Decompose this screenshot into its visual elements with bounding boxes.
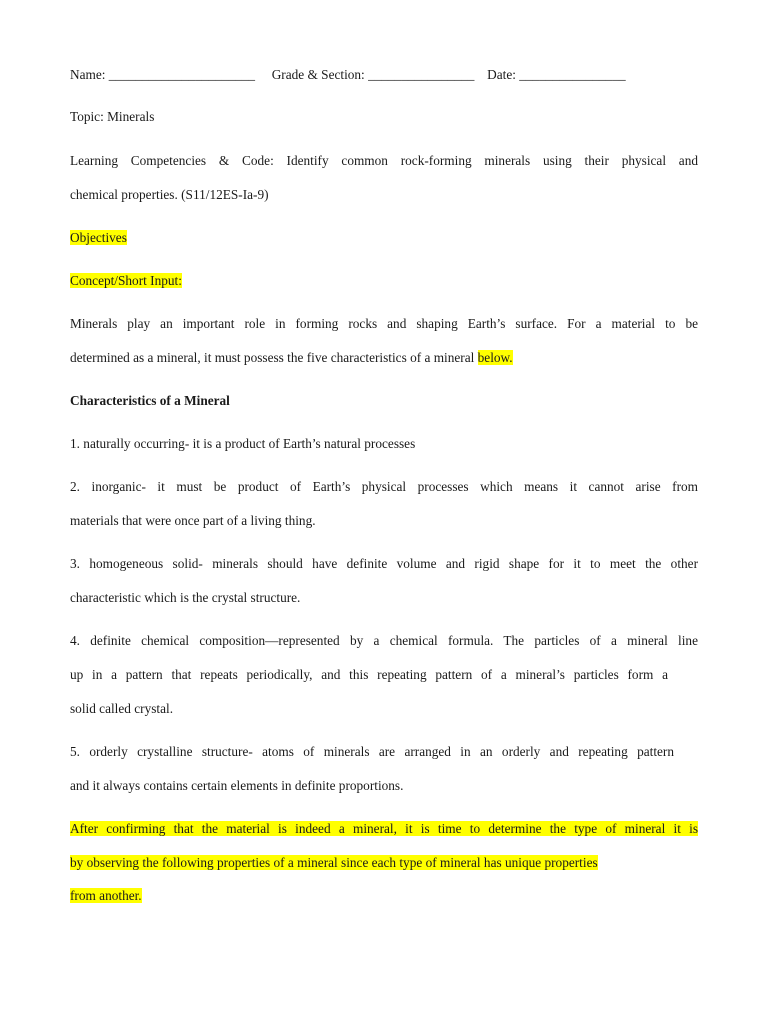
closing-line-3-text: from another. <box>70 888 142 903</box>
concept-heading <box>70 273 182 289</box>
characteristic-5-line-2: and it always contains certain elements in definite proportions. <box>70 778 404 793</box>
objectives-heading-text: Objectives <box>70 230 127 245</box>
characteristic-5-line-1: 5. orderly crystalline structure- atoms of minerals are arranged in an orderly and repeating pattern <box>70 744 674 759</box>
closing-line-1 <box>70 821 698 837</box>
characteristic-4-line-3: solid called crystal. <box>70 701 174 716</box>
name-field[interactable]: Name: ______________________ <box>70 67 256 82</box>
competency-line-1: Learning Competencies & Code: Identify common rock-forming minerals using their physical and <box>70 153 698 168</box>
characteristic-4-line-1: 4. definite chemical composition—represented by a chemical formula. The particles of a mineral line <box>70 633 698 648</box>
objectives-heading <box>70 230 127 246</box>
closing-line-2 <box>70 855 598 871</box>
intro-line-2-text: determined as a mineral, it must possess the five characteristics of a mineral <box>70 350 475 365</box>
competency-line-2: chemical properties. (S11/12ES-Ia-9) <box>70 187 269 202</box>
grade-section-field[interactable]: Grade & Section: ________________ <box>271 67 475 82</box>
topic: Topic: Minerals <box>70 109 155 124</box>
characteristic-2-line-2: materials that were once part of a living thing. <box>70 513 316 528</box>
closing-line-2-text: by observing the following properties of a mineral since each type of mineral has unique properties <box>70 855 598 870</box>
closing-line-1-text: After confirming that the material is indeed a mineral, it is time to determine the type of mineral it is <box>70 821 698 836</box>
concept-heading-text: Concept/Short Input: <box>70 273 182 288</box>
intro-highlight-below: below. <box>477 350 513 365</box>
closing-line-3 <box>70 888 142 904</box>
characteristic-4-line-2: up in a pattern that repeats periodically, and this repeating pattern of a mineral’s particles form a <box>70 667 668 682</box>
intro-line-2 <box>70 350 513 366</box>
intro-line-1: Minerals play an important role in forming rocks and shaping Earth’s surface. For a material to be <box>70 316 698 331</box>
characteristic-3-line-1: 3. homogeneous solid- minerals should have definite volume and rigid shape for it to meet the other <box>70 556 698 571</box>
characteristic-2-line-1: 2. inorganic- it must be product of Earth’s physical processes which means it cannot arise from <box>70 479 698 494</box>
characteristic-1-line-1: 1. naturally occurring- it is a product of Earth’s natural processes <box>70 436 416 451</box>
characteristic-3-line-2: characteristic which is the crystal structure. <box>70 590 301 605</box>
date-field[interactable]: Date: ________________ <box>487 67 626 82</box>
header-line <box>70 67 626 83</box>
characteristics-heading: Characteristics of a Mineral <box>70 393 230 408</box>
